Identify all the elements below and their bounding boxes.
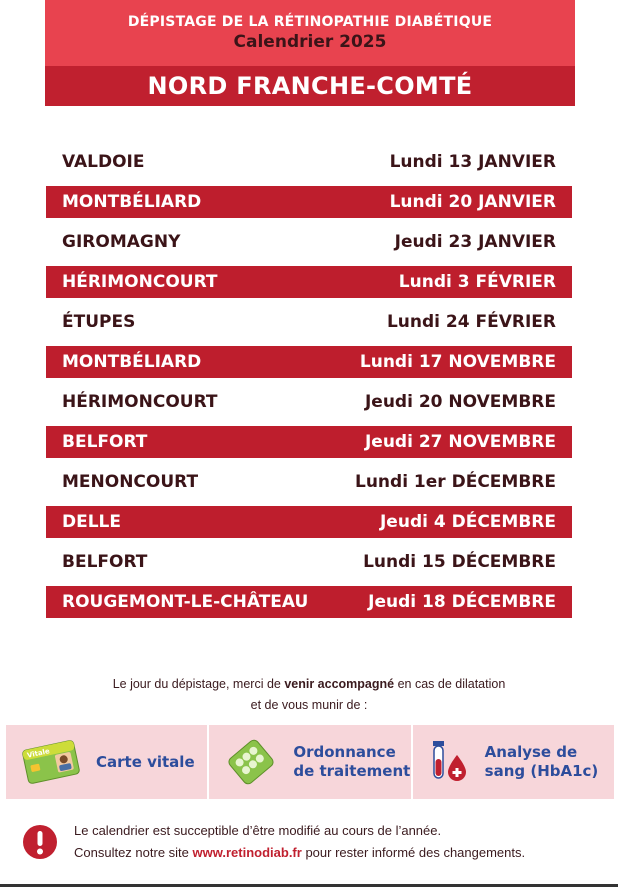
row-date: Jeudi 18 DÉCEMBRE: [368, 592, 556, 612]
header-top-band: [45, 0, 575, 66]
schedule-row: [46, 266, 572, 298]
website-link[interactable]: www.retinodiab.fr: [192, 845, 302, 860]
footer-text-part: pour rester informé des changements.: [301, 845, 526, 860]
row-city: GIROMAGNY: [62, 232, 181, 252]
dilatation-note: [0, 674, 618, 716]
item-label: Carte vitale: [96, 752, 195, 771]
footer-notice: [22, 820, 612, 864]
footer-text-part: Consultez notre site: [74, 845, 193, 860]
vitale-card-icon: [20, 736, 82, 788]
required-items-band: [6, 725, 614, 799]
row-date: Lundi 3 FÉVRIER: [398, 272, 556, 292]
row-date: Lundi 17 NOVEMBRE: [359, 352, 556, 372]
schedule-row: [46, 426, 572, 458]
row-date: Jeudi 4 DÉCEMBRE: [379, 512, 556, 532]
row-city: ÉTUPES: [62, 312, 136, 332]
schedule-row: [46, 186, 572, 218]
item-ordonnance: [207, 725, 410, 799]
row-date: Jeudi 27 NOVEMBRE: [364, 432, 556, 452]
note-bold-text: venir accompagné: [284, 677, 395, 691]
note-line-2: et de vous munir de :: [250, 698, 368, 712]
note-text: en cas de dilatation: [394, 677, 506, 691]
item-carte-vitale: [6, 725, 207, 799]
item-analyse-sang: [411, 725, 614, 799]
pills-icon: [223, 734, 279, 790]
footer-text: [74, 820, 525, 864]
row-city: VALDOIE: [62, 152, 145, 172]
row-city: BELFORT: [62, 552, 148, 572]
row-date: Jeudi 20 NOVEMBRE: [364, 392, 556, 412]
footer-line-2: [74, 842, 525, 864]
row-city: DELLE: [62, 512, 122, 532]
note-text: Le jour du dépistage, merci de: [112, 677, 285, 691]
warning-icon: [22, 824, 58, 860]
header-title: DÉPISTAGE DE LA RÉTINOPATHIE DIABÉTIQUE: [127, 14, 493, 30]
schedule-row: [46, 386, 572, 418]
row-city: MONTBÉLIARD: [62, 352, 202, 372]
row-city: BELFORT: [62, 432, 148, 452]
header-subtitle: Calendrier 2025: [233, 32, 387, 52]
row-city: ROUGEMONT-LE-CHÂTEAU: [62, 592, 309, 612]
page-header: [45, 0, 575, 106]
item-label: Ordonnance de traitement: [293, 743, 411, 780]
row-date: Lundi 1er DÉCEMBRE: [354, 472, 556, 492]
note-line-1: [0, 674, 618, 695]
row-date: Jeudi 23 JANVIER: [394, 232, 556, 252]
schedule-row: [46, 346, 572, 378]
row-city: HÉRIMONCOURT: [62, 392, 218, 412]
schedule-row: [46, 226, 572, 258]
header-region-band: [45, 66, 575, 106]
schedule-list: [46, 146, 572, 626]
schedule-row: [46, 466, 572, 498]
item-label: Analyse de sang (HbA1c): [484, 743, 599, 780]
row-date: Lundi 13 JANVIER: [389, 152, 556, 172]
row-date: Lundi 20 JANVIER: [389, 192, 556, 212]
region-title: NORD FRANCHE-COMTÉ: [147, 72, 473, 100]
schedule-row: [46, 146, 572, 178]
row-date: Lundi 15 DÉCEMBRE: [363, 552, 556, 572]
row-date: Lundi 24 FÉVRIER: [386, 312, 556, 332]
svg-text:Vitale: Vitale: [26, 747, 51, 760]
blood-test-icon: [427, 737, 471, 787]
schedule-row: [46, 506, 572, 538]
row-city: HÉRIMONCOURT: [62, 272, 218, 292]
schedule-row: [46, 306, 572, 338]
schedule-row: [46, 586, 572, 618]
row-city: MENONCOURT: [62, 472, 199, 492]
row-city: MONTBÉLIARD: [62, 192, 202, 212]
footer-line-1: Le calendrier est succeptible d’être modifié au cours de l’année.: [74, 823, 442, 838]
schedule-row: [46, 546, 572, 578]
